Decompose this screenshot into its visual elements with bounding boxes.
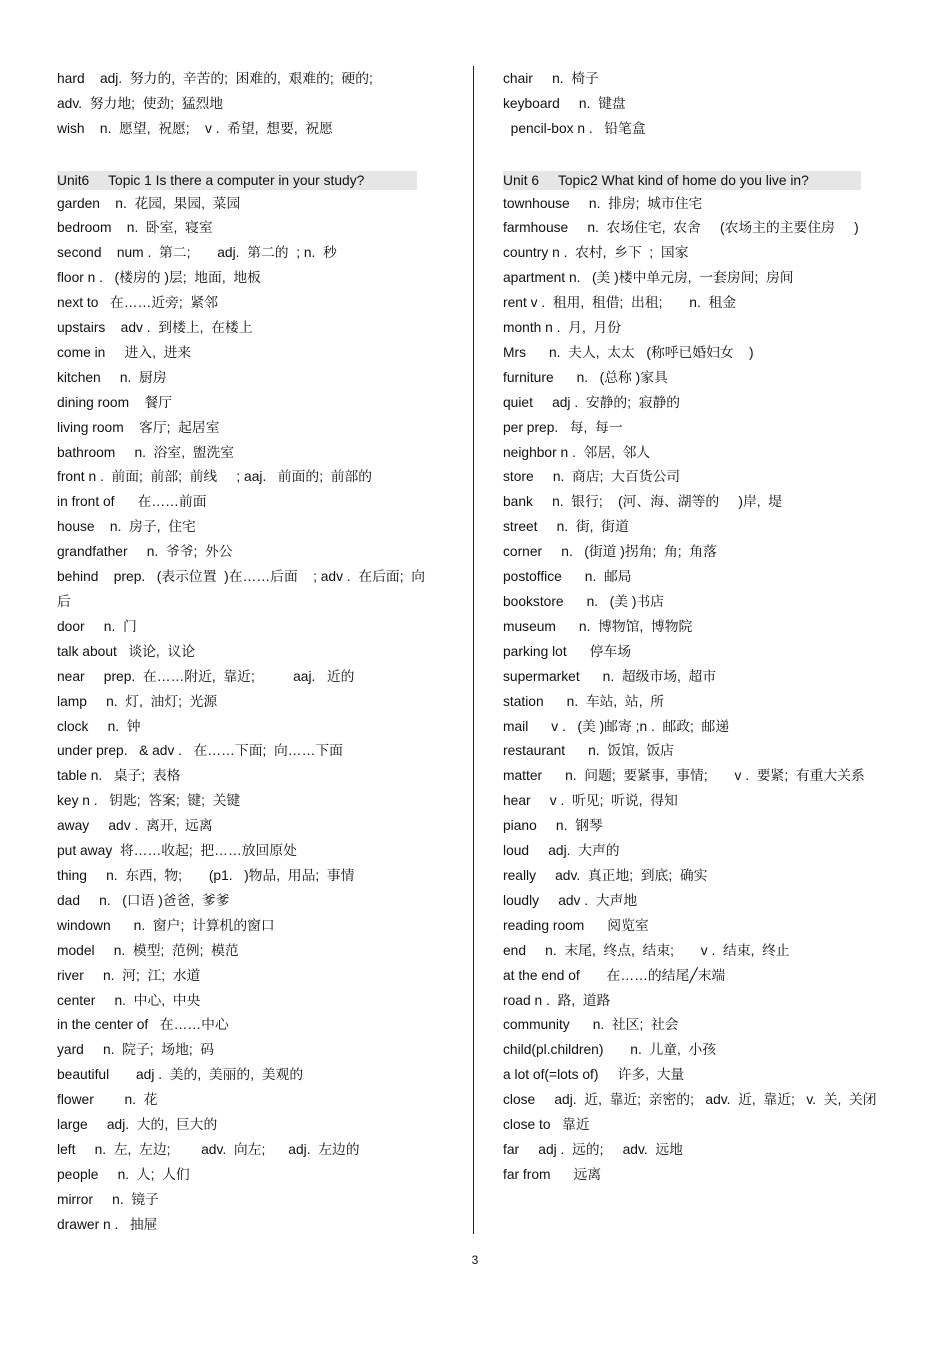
page-number: 3	[471, 1253, 479, 1267]
vocab-entry: museum n. 博物馆, 博物院	[503, 618, 693, 634]
vocab-entry: chair n. 椅子	[503, 71, 599, 86]
vocab-entry: wish n. 愿望, 祝愿; v . 希望, 想要, 祝愿	[57, 120, 333, 136]
vocab-entry: far adj . 远的; adv. 远地	[503, 1141, 683, 1157]
vocab-entry: hard adj. 努力的, 辛苦的; 困难的, 艰难的; 硬的;	[57, 71, 373, 86]
vocab-entry: bookstore n. (美 )书店	[503, 594, 665, 609]
vocab-entry: door n. 门	[57, 618, 137, 634]
vocab-entry: country n . 农村, 乡下 ; 国家	[503, 245, 689, 261]
vocab-entry: dad n. (口语 )爸爸, 爹爹	[57, 892, 230, 908]
vocab-entry: beautiful adj . 美的, 美丽的, 美观的	[57, 1067, 304, 1083]
vocab-entry: come in 进入, 进来	[57, 344, 192, 360]
vocab-entry: month n . 月, 月份	[503, 320, 622, 336]
vocab-entry: corner n. (街道 )拐角; 角; 角落	[503, 544, 717, 560]
vocab-entry: drawer n . 抽屉	[57, 1216, 158, 1232]
vocab-entry: in front of 在……前面	[57, 494, 207, 510]
vocab-entry: store n. 商店; 大百货公司	[503, 469, 681, 485]
vocab-entry: clock n. 钟	[57, 718, 141, 734]
vocab-entry: a lot of(=lots of) 许多, 大量	[503, 1067, 685, 1083]
vocab-entry: table n. 桌子; 表格	[57, 768, 181, 784]
vocab-entry: flower n. 花	[57, 1092, 158, 1108]
vocab-entry: center n. 中心, 中央	[57, 992, 201, 1008]
vocab-entry: furniture n. (总称 )家具	[503, 369, 668, 385]
vocab-entry: under prep. & adv . 在……下面; 向……下面	[57, 743, 343, 759]
vocab-entry: kitchen n. 厨房	[57, 369, 167, 385]
vocab-entry: mail v . (美 )邮寄 ;n . 邮政; 邮递	[503, 718, 730, 734]
vocab-entry: loudly adv . 大声地	[503, 892, 638, 908]
left-column	[57, 67, 432, 1238]
vocab-entry: street n. 街, 街道	[503, 519, 629, 535]
vocab-entry: put away 将……收起; 把……放回原处	[57, 843, 297, 859]
vocab-entry: yard n. 院子; 场地; 码	[57, 1042, 215, 1058]
vocab-entry: per prep. 每, 每一	[503, 419, 623, 435]
vocab-entry: restaurant n. 饭馆, 饭店	[503, 743, 674, 759]
vocab-entry: behind prep. (表示位置 )在……后面 ; adv . 在后面; 向后	[57, 569, 426, 609]
vocab-entry: near prep. 在……附近, 靠近; aaj. 近的	[57, 668, 355, 684]
vocab-entry: far from 远离	[503, 1166, 602, 1182]
vocab-entry: upstairs adv . 到楼上, 在楼上	[57, 320, 253, 336]
vocab-entry: keyboard n. 键盘	[503, 95, 626, 111]
vocab-entry: parking lot 停车场	[503, 643, 632, 659]
vocab-entry: large adj. 大的, 巨大的	[57, 1117, 218, 1133]
vocab-entry: talk about 谈论, 议论	[57, 643, 196, 659]
column-divider	[473, 66, 474, 1234]
vocab-entry: matter n. 问题; 要紧事, 事情; v . 要紧; 有重大关系	[503, 768, 865, 784]
vocab-entry: apartment n. (美 )楼中单元房, 一套房间; 房间	[503, 270, 794, 286]
vocab-entry: people n. 人; 人们	[57, 1166, 190, 1182]
vocab-entry: close to 靠近	[503, 1117, 590, 1133]
vocab-entry: key n . 钥匙; 答案; 键; 关键	[57, 793, 241, 809]
vocab-entry: neighbor n . 邻居, 邻人	[503, 444, 651, 460]
unit-topic-heading: Unit6 Topic 1 Is there a computer in your study?	[57, 171, 417, 190]
vocab-entry: supermarket n. 超级市场, 超市	[503, 668, 717, 684]
blank-line	[57, 142, 432, 167]
unit-topic-heading: Unit 6 Topic2 What kind of home do you live in?	[503, 171, 861, 190]
vocab-entry: thing n. 东西, 物; (p1. )物品, 用品; 事情	[57, 867, 355, 883]
vocab-entry: pencil-box n . 铅笔盒	[503, 120, 646, 136]
vocab-entry: grandfather n. 爷爷; 外公	[57, 544, 233, 560]
vocab-entry: rent v . 租用, 租借; 出租; n. 租金	[503, 295, 737, 311]
vocab-entry: floor n . (楼房的 )层; 地面, 地板	[57, 270, 261, 286]
vocab-entry: mirror n. 镜子	[57, 1191, 159, 1207]
vocab-entry: front n . 前面; 前部; 前线 ; aaj. 前面的; 前部的	[57, 469, 373, 485]
vocab-entry: end n. 末尾, 终点, 结束; v . 结束, 终止	[503, 942, 790, 958]
vocab-entry: garden n. 花园, 果园, 菜园	[57, 195, 241, 211]
vocab-entry: really adv. 真正地; 到底; 确实	[503, 867, 708, 883]
vocab-entry: in the center of 在……中心	[57, 1017, 229, 1033]
vocab-entry: bedroom n. 卧室, 寝室	[57, 220, 213, 236]
vocab-entry: bank n. 银行; (河、海、湖等的 )岸, 堤	[503, 494, 783, 510]
vocab-entry: townhouse n. 排房; 城市住宅	[503, 195, 703, 211]
vocab-entry: loud adj. 大声的	[503, 843, 620, 859]
vocab-entry: model n. 模型; 范例; 模范	[57, 942, 239, 958]
right-column	[503, 67, 895, 1188]
vocab-entry: reading room 阅览室	[503, 917, 649, 933]
vocab-entry: close adj. 近, 靠近; 亲密的; adv. 近, 靠近; v. 关, 关闭	[503, 1092, 877, 1108]
vocab-entry: river n. 河; 江; 水道	[57, 967, 201, 983]
blank-line	[503, 142, 895, 167]
vocab-entry: lamp n. 灯, 油灯; 光源	[57, 693, 218, 709]
vocab-entry: living room 客厅; 起居室	[57, 419, 220, 435]
vocab-entry: child(pl.children) n. 儿童, 小孩	[503, 1042, 717, 1058]
vocab-entry: at the end of 在……的结尾╱末端	[503, 967, 726, 983]
vocab-entry: farmhouse n. 农场住宅, 农舍 (农场主的主要住房 )	[503, 220, 859, 236]
vocab-entry: postoffice n. 邮局	[503, 569, 632, 585]
vocab-entry: road n . 路, 道路	[503, 992, 611, 1008]
vocab-entry: piano n. 钢琴	[503, 818, 603, 834]
vocab-entry: next to 在……近旁; 紧邻	[57, 295, 218, 311]
vocab-entry: hear v . 听见; 听说, 得知	[503, 793, 678, 809]
vocab-entry: house n. 房子, 住宅	[57, 519, 196, 535]
vocab-entry: station n. 车站, 站, 所	[503, 693, 665, 709]
vocab-entry: windown n. 窗户; 计算机的窗口	[57, 917, 275, 933]
vocab-entry: bathroom n. 浴室, 盥洗室	[57, 444, 235, 460]
vocab-entry: second num . 第二; adj. 第二的 ; n. 秒	[57, 245, 337, 261]
vocab-entry: Mrs n. 夫人, 太太 (称呼已婚妇女 )	[503, 344, 754, 360]
vocab-entry: adv. 努力地; 使劲; 猛烈地	[57, 95, 224, 111]
vocab-entry: left n. 左, 左边; adv. 向左; adj. 左边的	[57, 1141, 360, 1157]
vocab-entry: community n. 社区; 社会	[503, 1017, 679, 1033]
vocab-entry: away adv . 离开, 远离	[57, 818, 213, 834]
vocab-entry: quiet adj . 安静的; 寂静的	[503, 394, 681, 410]
vocab-entry: dining room 餐厅	[57, 394, 173, 410]
